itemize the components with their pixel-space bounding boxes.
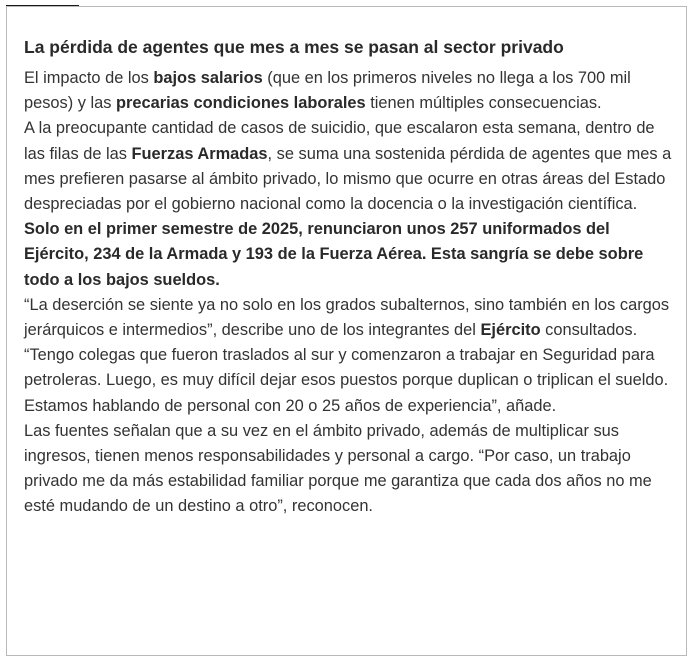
paragraph-5: “Tengo colegas que fueron traslados al sur y comenzaron a trabajar en Seguridad para petroleras. Luego, es muy difícil dejar esos puestos porque duplican o triplican el sueldo. Estamos hablando de personal con 20 o 25 años de experiencia”, añade. [24,346,669,415]
bold-phrase-ejercito: Ejército [480,321,541,340]
article-heading: La pérdida de agentes que mes a mes se pasan al sector privado [24,37,564,57]
paragraph-text: El impacto de los [24,69,154,87]
paragraph-text: (que en los primeros niveles no llega a los 700 mil pesos) y las [24,69,631,113]
paragraph-2 [24,116,676,217]
article-body [24,35,676,520]
paragraph-1 [24,66,676,116]
bold-phrase-fuerzas-armadas: Fuerzas Armadas [131,144,268,163]
paragraph-6: Las fuentes señalan que a su vez en el ámbito privado, además de multiplicar sus ingresos, tienen menos responsabilidades y personal a cargo. “Por caso, un trabajo privado me da más estabilidad familiar porque me garantiza que cada dos años no me esté mudando de un destino a otro”, reconocen. [24,421,652,516]
paragraph-text: “La deserción se siente ya no solo en los grados subalternos, sino también en los cargos jerárquicos e intermedios”, describe uno de los integrantes del [24,295,670,340]
paragraph-4 [24,293,676,343]
paragraph-text: , se suma una sostenida pérdida de agentes que mes a mes prefieren pasarse al ámbito privado, lo mismo que ocurre en otras áreas del Estado despreciadas por el gobierno nacional como la docencia o la investigación científica. [24,144,672,214]
paragraph-text: A la preocupante cantidad de casos de suicidio, que escalaron esta semana, dentro de las filas de las [24,119,655,163]
article-card [6,6,687,656]
paragraph-3-highlight: Solo en el primer semestre de 2025, renunciaron unos 257 uniformados del Ejército, 234 de la Armada y 193 de la Fuerza Aérea. Esta sangría se debe sobre todo a los bajos sueldos. [24,220,644,289]
bold-phrase-bajos-salarios: bajos salarios [153,69,263,87]
paragraph-text: consultados. [540,321,638,340]
bold-phrase-condiciones-laborales: precarias condiciones laborales [116,94,366,113]
paragraph-text: tienen múltiples consecuencias. [365,94,602,113]
